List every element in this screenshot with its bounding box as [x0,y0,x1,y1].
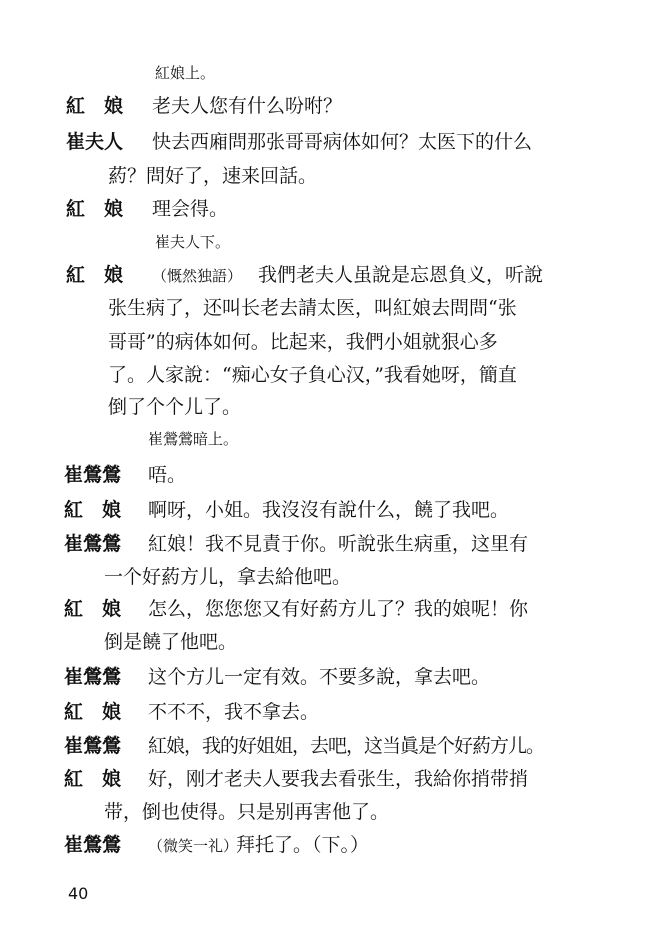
dialogue-text: 唔。 [148,464,187,486]
stage-direction: 崔夫人下。 [155,233,231,251]
speaker-label: 崔鶯鶯 [64,834,122,856]
dialogue-text: 怎么，您您您又有好葯方儿了？我的娘呢！你 [148,598,529,620]
dialogue-text: 好，刚才老夫人要我去看张生，我給你捎带捎 [148,768,529,790]
speaker-label: 崔鶯鶯 [64,735,122,757]
speaker-label: 崔夫人 [66,131,124,153]
speaker-label: 紅 娘 [66,198,124,220]
speaker-label: 紅 娘 [66,264,124,286]
page-number: 40 [68,884,89,903]
dialogue-continuation: 倒是饒了他吧。 [104,631,238,653]
dialogue-text: 不不不，我不拿去。 [148,701,320,723]
dialogue-text: 快去西廂問那张哥哥病体如何？太医下的什么 [152,131,533,153]
speaker-label: 紅 娘 [64,701,122,723]
dialogue-text: 啊呀，小姐。我沒沒有說什么，饒了我吧。 [148,499,510,521]
speaker-label: 崔鶯鶯 [64,533,122,555]
dialogue-continuation: 带，倒也使得。只是别再害他了。 [104,801,390,823]
speaker-label: 紅 娘 [66,95,124,117]
stage-note: （慨然独語） [152,267,243,285]
speaker-label: 紅 娘 [64,499,122,521]
dialogue-text: 拜托了。（下。） [236,834,370,856]
speaker-label: 紅 娘 [64,598,122,620]
dialogue-continuation: 倒了个个儿了。 [108,396,242,418]
dialogue-text: 老夫人您有什么吩咐？ [152,95,343,117]
stage-direction: 紅娘上。 [155,64,216,82]
speaker-label: 崔鶯鶯 [64,666,122,688]
dialogue-text: 紅娘，我的好姐姐，去吧，这当眞是个好葯方儿。 [148,735,545,757]
dialogue-text: 理会得。 [152,198,229,220]
speaker-label: 紅 娘 [64,768,122,790]
dialogue-continuation: 张生病了，还叫长老去請太医，叫紅娘去問問“张 [108,297,517,319]
dialogue-continuation: 了。人家說：“痴心女子負心汉，”我看她呀，簡直 [108,364,517,386]
dialogue-text: 这个方儿一定有效。不要多說，拿去吧。 [148,666,491,688]
stage-note: （微笑一礼） [148,837,239,855]
dialogue-continuation: 一个好葯方儿，拿去給他吧。 [104,566,352,588]
dialogue-continuation: 葯？問好了，速来回話。 [108,165,318,187]
dialogue-text: 我們老夫人虽說是忘恩負义，听說 [258,264,544,286]
stage-direction: 崔鶯鶯暗上。 [148,430,239,448]
dialogue-text: 紅娘！我不見責于你。听說张生病重，这里有 [148,533,529,555]
dialogue-continuation: 哥哥”的病体如何。比起来，我們小姐就狠心多 [108,331,498,353]
speaker-label: 崔鶯鶯 [64,464,122,486]
